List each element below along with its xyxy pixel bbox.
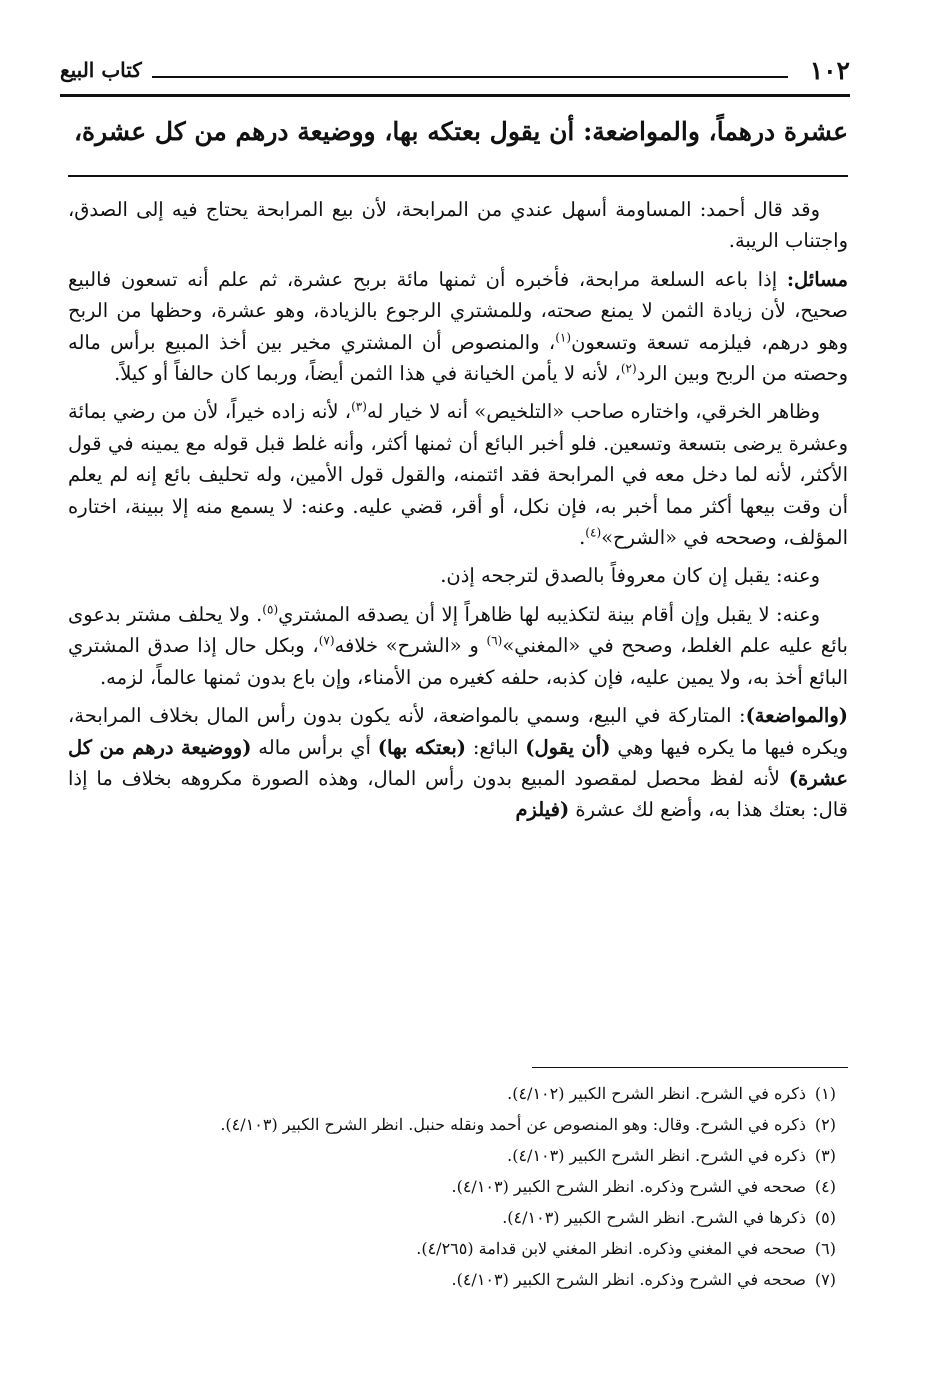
footnote-ref-3[interactable]: (٣) <box>351 399 367 414</box>
header-rule <box>152 76 788 78</box>
commentary <box>68 194 848 833</box>
footnotes-divider <box>532 1067 848 1068</box>
page-header <box>60 56 850 96</box>
footnote: (٧)صححه في الشرح وذكره. انظر الشرح الكبير (٤/١٠٣). <box>451 1270 836 1289</box>
footnote: (٢)ذكره في الشرح. وقال: وهو المنصوص عن أحمد ونقله حنبل. انظر الشرح الكبير (٤/١٠٣). <box>220 1115 836 1134</box>
footnote: (١)ذكره في الشرح. انظر الشرح الكبير (٤/١٠٢). <box>507 1084 836 1103</box>
footnote-ref-4[interactable]: (٤) <box>585 525 602 540</box>
footnote-ref-2[interactable]: (٢) <box>620 361 637 376</box>
footnote-ref-5[interactable]: (٥) <box>262 602 279 617</box>
footnote: (٤)صححه في الشرح وذكره. انظر الشرح الكبير (٤/١٠٣). <box>451 1177 836 1196</box>
running-title: كتاب البيع <box>60 58 142 82</box>
paragraph-6: (والمواضعة): المتاركة في البيع، وسمي بالمواضعة، لأنه يكون بدون رأس المال بخلاف المرابحة، ويكره فيها ما يكره فيها وهي (أن يقول) البائع: (بعتكه بها) أي برأس ماله (ووضيعة درهم من كل عشرة) لأنه لفظ محصل لمقصود المبيع بدون رأس المال، وهذه الصورة مكروهه بخلاف ما إذا قال: بعتك هذا به، وأضع لك عشرة (فيلزم <box>68 704 849 822</box>
main-text: عشرة درهماً، والمواضعة: أن يقول بعتكه بها، ووضيعة درهم من كل عشرة، <box>73 117 848 146</box>
footnote: (٥)ذكرها في الشرح. انظر الشرح الكبير (٤/١٠٣). <box>502 1208 836 1227</box>
footnotes <box>68 1078 848 1295</box>
footnote: (٣)ذكره في الشرح. انظر الشرح الكبير (٤/١٠٣). <box>507 1146 836 1165</box>
masail-label: مسائل: <box>786 267 848 291</box>
paragraph-2: مسائل: إذا باعه السلعة مرابحة، فأخبره أن ثمنها مائة بربح عشرة، ثم علم أنه تسعون فالبيع صحيح، لأن زيادة الثمن لا يمنع صحته، وللمشتري الرجوع بالزيادة، وهو عشرة، وحظها من الربح وهو درهم، فيلزمه تسعة وتسعون$^{(١)}$، والمنصوص أن المشتري مخير بين أخذ المبيع برأس ماله وحصته من الربح وبين الرد$^{(٢)}$، لأنه لا يأمن الخيانة في هذا الثمن أيضاً، وربما كان حالفاً أو كيلاً. <box>68 267 848 386</box>
footnote: (٦)صححه في المغني وذكره. انظر المغني لابن قدامة (٤/٢٦٥). <box>416 1239 836 1258</box>
paragraph-1: وقد قال أحمد: المساومة أسهل عندي من المرابحة، لأن بيع المرابحة يحتاج فيه إلى الصدق، واجتناب الريبة. <box>68 198 848 253</box>
paragraph-3: وظاهر الخرقي، واختاره صاحب «التلخيص» أنه لا خيار له$^{(٣)}$، لأنه زاده خيراً، لأن من رضي بمائة وعشرة يرضى بتسعة وتسعين. فلو أخبر البائع أن ثمنها أكثر، وأنه غلط قبل قوله مع يمينه في قول الأكثر، لأنه لما دخل معه في المرابحة فقد ائتمنه، والقول قول الأمين، وله تحليف بائع إنه لم يعلم أن وقت بيعها أكثر مما أخبر به، فإن نكل، أو أقر، قضي عليه. وعنه: لا يسمع منه إلا ببينة، اختاره المؤلف، وصححه في «الشرح»$^{(٤)}$. <box>68 399 848 550</box>
footnote-ref-1[interactable]: (١) <box>555 330 572 345</box>
footnote-ref-7[interactable]: (٧) <box>318 633 335 648</box>
page-number: ١٠٢ <box>809 56 850 85</box>
main-text-divider <box>68 175 848 177</box>
paragraph-5: وعنه: لا يقبل وإن أقام بينة لتكذيبه لها ظاهراً إلا أن يصدقه المشتري$^{(٥)}$. ولا يحلف مشتر بدعوى بائع عليه علم الغلط، وصحح في «المغني»$^{(٦)}$ و «الشرح» خلافه$^{(٧)}$، وبكل حال إذا صدق المشتري البائع أخذ به، ولا يمين عليه، فإن كذبه، حلفه كغيره من الأمناء، وإن باع بدون ثمنها عالماً، لزمه. <box>68 602 848 689</box>
footnote-ref-6[interactable]: (٦) <box>486 633 503 648</box>
header-divider <box>60 94 850 97</box>
paragraph-4: وعنه: يقبل إن كان معروفاً بالصدق لترجحه إذن. <box>440 564 820 588</box>
